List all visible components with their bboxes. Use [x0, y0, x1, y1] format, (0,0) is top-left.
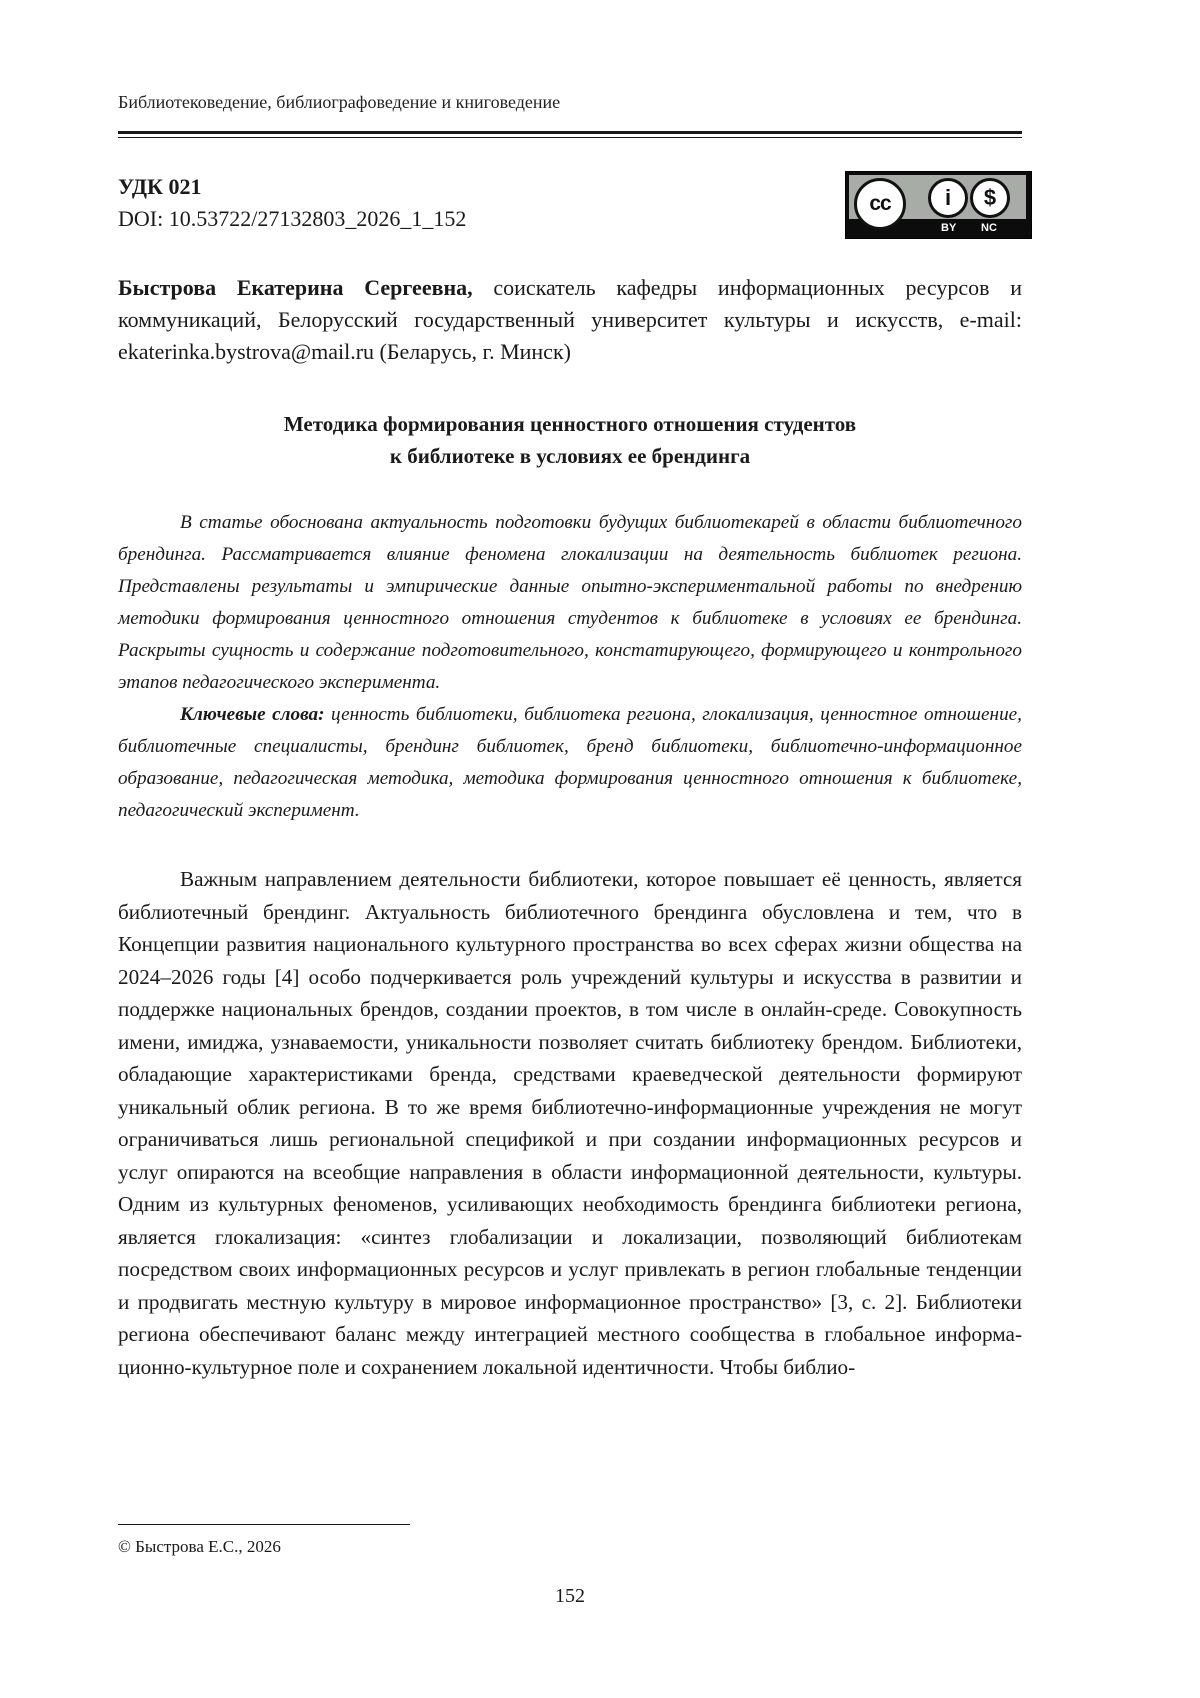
- title-line-2: к библиотеке в условиях ее брендинга: [389, 444, 751, 468]
- running-head: Библиотековедение, библиографоведение и книговедение: [118, 92, 561, 112]
- page-number: 152: [555, 1585, 585, 1607]
- author-info: [118, 272, 1022, 368]
- article-title: [118, 408, 1022, 472]
- author-affiliation: соискатель кафедры информационных ресурсов и коммуникаций, Белорусский государственный университет культуры и искусств, e-mail: ekaterinka.bystrova@mail.ru (Беларусь, г. Минск): [118, 275, 1022, 364]
- copyright-footnote: © Быстрова Е.С., 2026: [118, 1537, 281, 1556]
- license-nc-label: NC: [981, 222, 997, 234]
- keywords-label: Ключевые слова:: [180, 704, 325, 725]
- non-commercial-icon: $: [970, 178, 1010, 218]
- header-rule-thick: [118, 131, 1022, 134]
- keywords-text: ценность библиотеки, библиотека региона, глокализация, ценностное отношение, библиотечные специалисты, брендинг библиотек, бренд библиотеки, библиотечно-информационное образование, педагогическая методика, методика формирования ценностного отношения к библиотеке, педагогический эксперимент.: [118, 704, 1022, 821]
- license-by-label: BY: [941, 222, 957, 234]
- footnote-rule: [118, 1524, 410, 1525]
- header-rule-thin: [118, 137, 1022, 138]
- author-name: Быстрова Екатерина Сергеевна,: [118, 275, 473, 300]
- udk-code: УДК 021: [118, 174, 202, 199]
- doi: DOI: 10.53722/27132803_2026_1_152: [118, 206, 467, 231]
- cc-by-nc-license-badge[interactable]: [845, 171, 1032, 239]
- body-paragraph: Важным направлением деятельности библиотеки, которое повышает её ценность, является библиотечный брендинг. Актуальность библиотечного брендинга обусловлена и тем, что в Концепции развития национального культурного пространства во всех сферах жизни общества на 2024–2026 годы [4] особо подчеркивается роль учреждений культуры и искусства в развитии и поддержке национальных брендов, создании проектов, в том числе в онлайн-среде. Совокупность имени, имиджа, узнаваемости, уникальности позволяет считать библиотеку брендом. Библиотеки, обладающие характеристиками бренда, средствами краеведческой деятельности формируют уникальный облик региона. В то же время библиотечно-информационные учреждения не могут ограничиваться лишь региональной спецификой и при создании информационных ресурсов и услуг опираются на всеобщие направления в области информационной деятельности, культуры. Одним из культурных феноменов, усиливающих необходимость брендинга библиотеки региона, является глокализация: «синтез глобализации и локализации, позволяющий библиотекам посредством своих информационных ресурсов и услуг привлекать в регион глобальные тенденции и продвигать местную культуру в мировое информационное пространство» [3, с. 2]. Библиотеки региона обеспечивают баланс между интеграцией местного сообщества в глобальное информационно-культурное поле и сохранением локальной идентичности. Чтобы библио-: [118, 867, 1022, 1379]
- keywords: [118, 699, 1022, 827]
- abstract: В статье обоснована актуальность подготовки будущих библиотекарей в области библиотечного брендинга. Рассматривается влияние феномена глокализации на деятельность библиотек региона. Представлены результаты и эмпирические данные опытно-экспериментальной работы по внедрению методики формирования ценностного отношения студентов к библиотеке в условиях ее брендинга. Раскрыты сущность и содержание подготовительного, констатирующего, формирующего и контрольного этапов педагогического эксперимента.: [118, 512, 1022, 693]
- creative-commons-icon: cc: [854, 178, 906, 230]
- title-line-1: Методика формирования ценностного отношения студентов: [283, 412, 857, 436]
- attribution-icon: i: [928, 178, 968, 218]
